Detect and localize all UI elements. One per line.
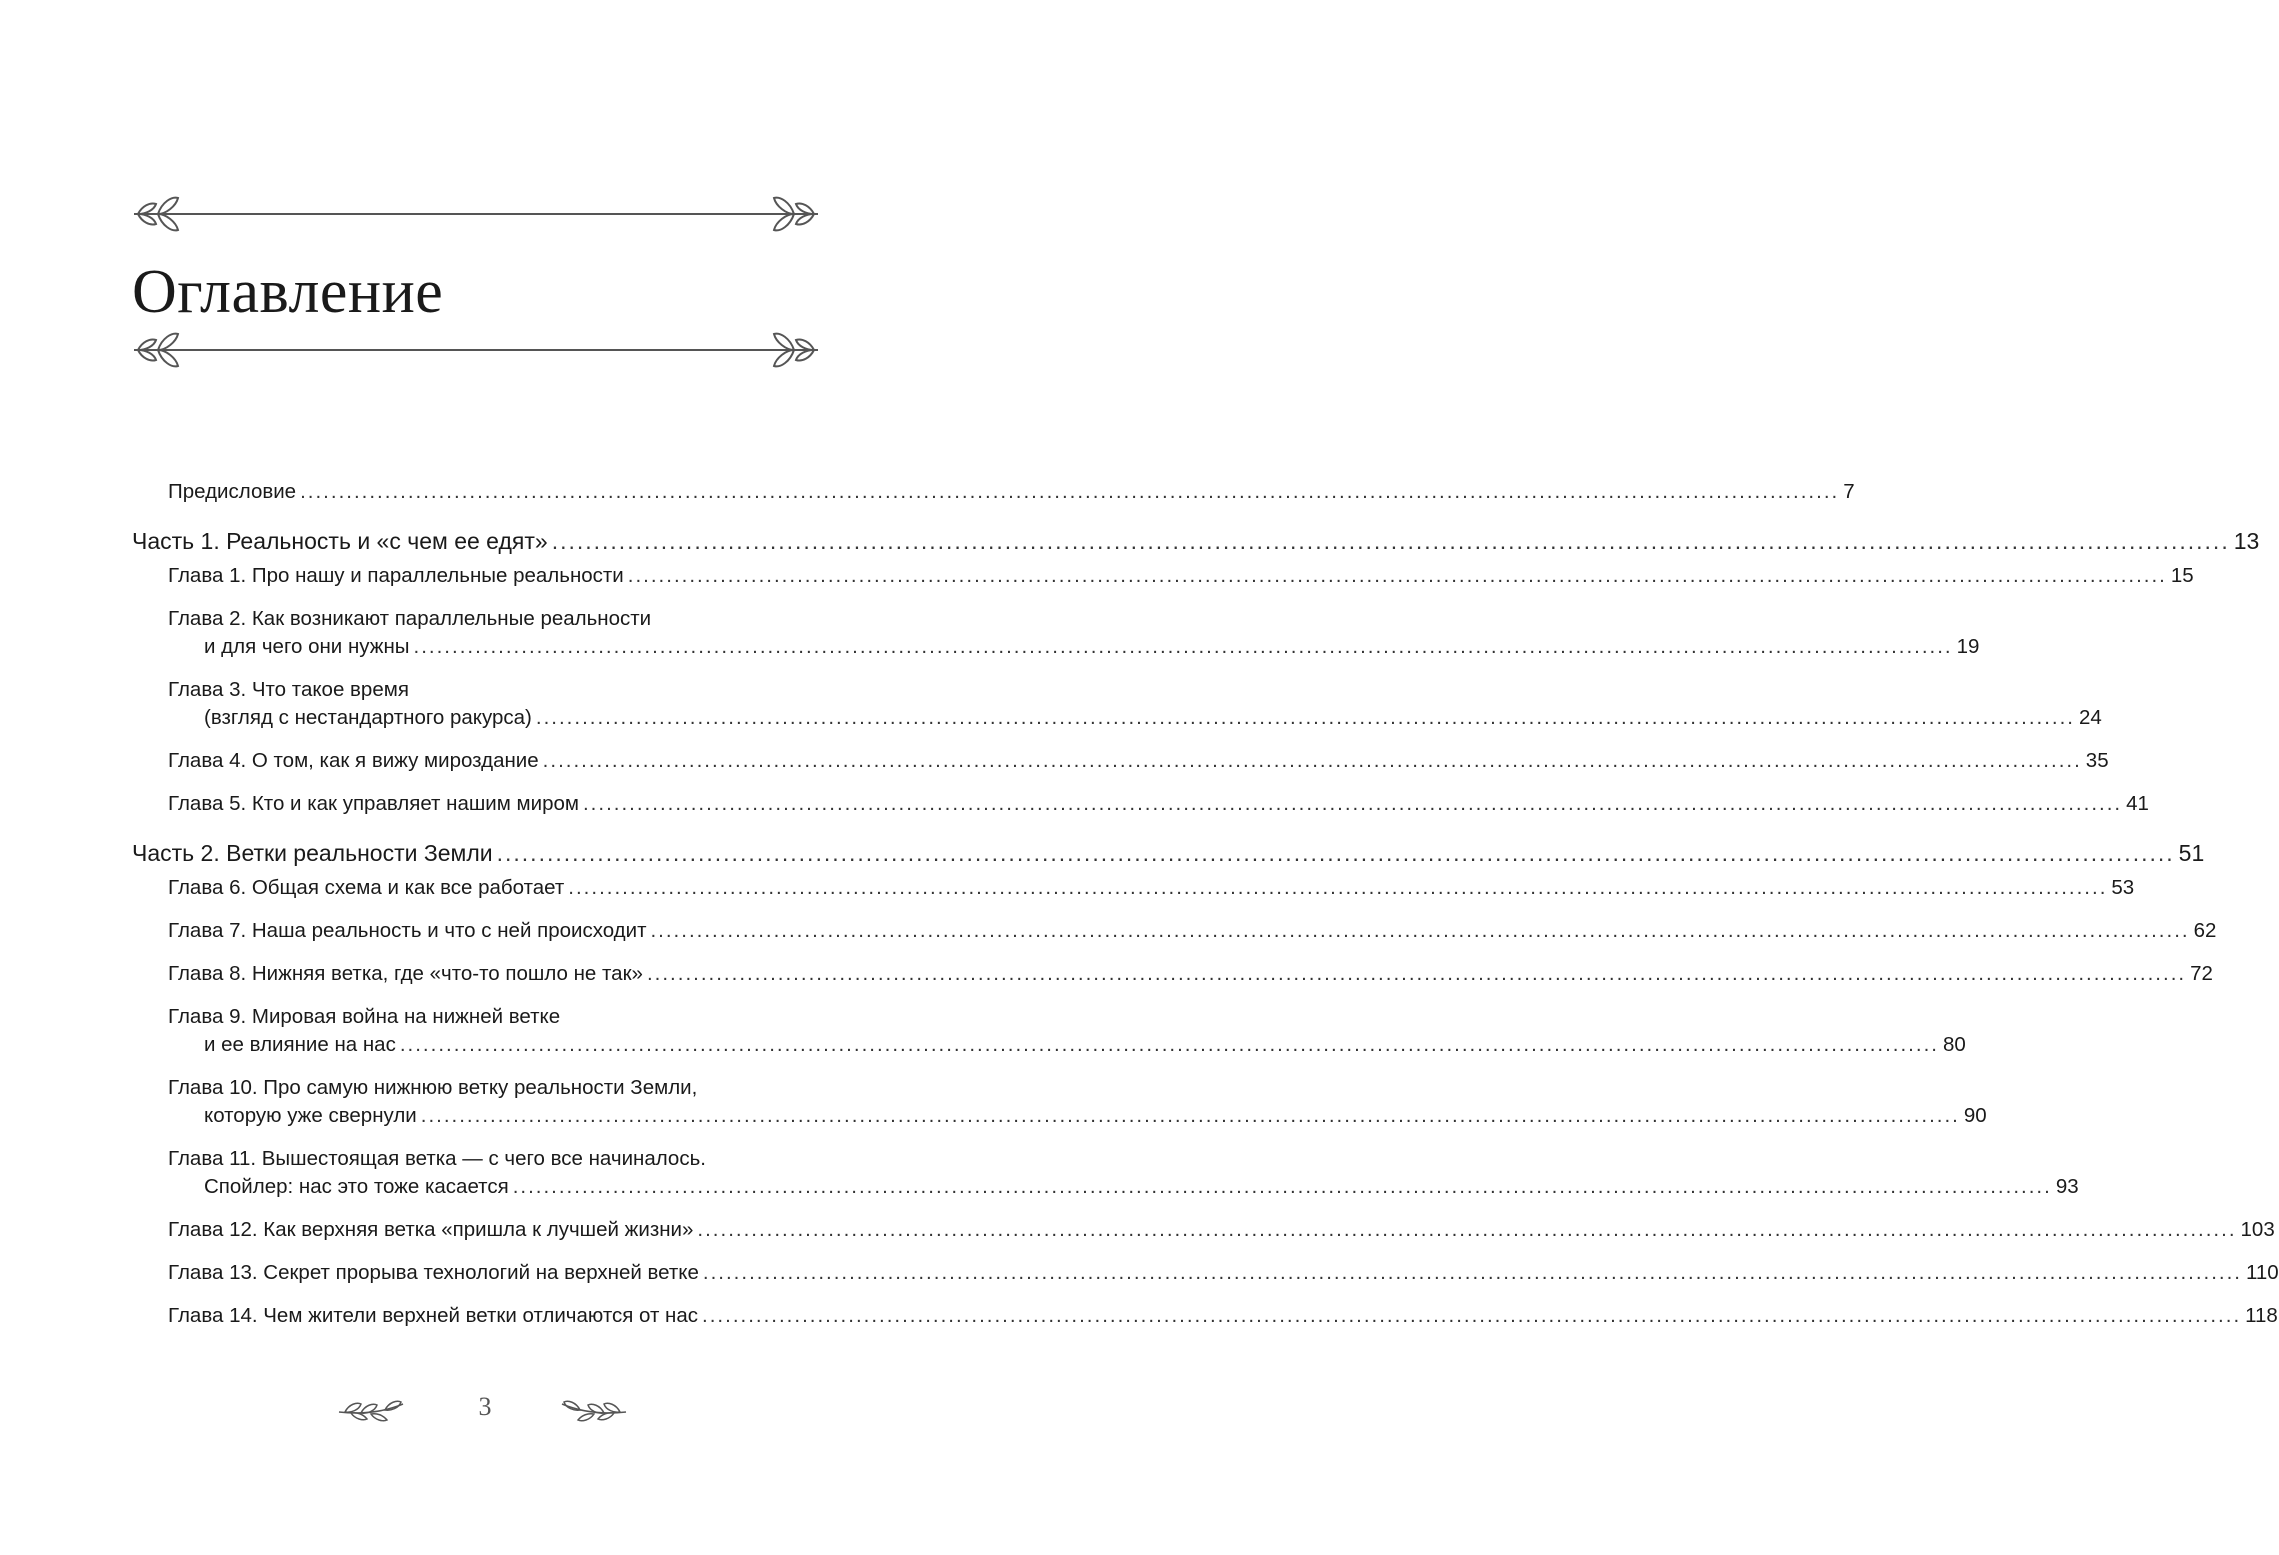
leader-dots: ........................................................................................................................................................................................................	[420, 1104, 1960, 1127]
page-number: 3	[478, 1392, 492, 1421]
leader-dots: ........................................................................................................................................................................................................	[627, 564, 2167, 587]
toc-part-1[interactable]	[132, 526, 2260, 556]
toc-chapter-8[interactable]	[132, 960, 2213, 988]
table-of-contents	[132, 478, 2279, 1345]
toc-part-page: 13	[2233, 528, 2260, 554]
top-divider-ornament	[132, 186, 820, 242]
toc-part-title: Часть 2. Ветки реальности Земли	[132, 840, 493, 866]
leader-dots: ........................................................................................................................................................................................................	[496, 840, 2175, 866]
leader-dots: ........................................................................................................................................................................................................	[646, 962, 2187, 985]
toc-chapter-9[interactable]	[132, 1003, 1966, 1059]
toc-chapter-12[interactable]	[132, 1216, 2275, 1244]
toc-chapter-11[interactable]	[132, 1145, 2079, 1201]
toc-chapter-title: Глава 4. О том, как я вижу мироздание	[168, 749, 539, 772]
toc-chapter-14[interactable]	[132, 1302, 2278, 1330]
toc-chapter-title-continued: и для чего они нужны	[204, 635, 410, 658]
toc-chapter-page: 90	[1963, 1104, 1987, 1127]
toc-chapter-13[interactable]	[132, 1259, 2279, 1287]
leader-dots: ........................................................................................................................................................................................................	[582, 792, 2123, 815]
toc-chapter-title: Глава 5. Кто и как управляет нашим миром	[168, 792, 579, 815]
toc-chapter-page: 35	[2085, 749, 2109, 772]
toc-chapter-page: 72	[2190, 962, 2213, 985]
toc-chapter-title-continued: Спойлер: нас это тоже касается	[204, 1175, 509, 1198]
toc-chapter-page: 24	[2079, 706, 2102, 729]
toc-chapter-page: 93	[2055, 1175, 2079, 1198]
toc-chapter-title-continued: (взгляд с нестандартного ракурса)	[204, 706, 532, 729]
leader-dots: ........................................................................................................................................................................................................	[650, 919, 2190, 942]
toc-chapter-page: 41	[2126, 792, 2149, 815]
leaf-sprig-icon	[335, 1394, 407, 1431]
toc-entry-title: Предисловие	[168, 480, 297, 503]
leader-dots: ........................................................................................................................................................................................................	[542, 749, 2082, 772]
toc-chapter-page: 103	[2240, 1218, 2275, 1241]
toc-chapter-title: Глава 3. Что такое время	[168, 678, 409, 701]
toc-entry-page: 7	[1843, 480, 1855, 503]
toc-entry-preface[interactable]	[132, 478, 1855, 506]
toc-chapter-7[interactable]	[132, 917, 2217, 945]
toc-chapter-4[interactable]	[132, 747, 2109, 775]
toc-part-2[interactable]	[132, 838, 2205, 868]
page-footer	[0, 1390, 1000, 1430]
toc-chapter-title: Глава 2. Как возникают параллельные реальности	[168, 607, 652, 630]
toc-chapter-5[interactable]	[132, 790, 2149, 818]
bottom-divider-ornament	[132, 322, 820, 378]
toc-chapter-page: 15	[2170, 564, 2194, 587]
leader-dots: ........................................................................................................................................................................................................	[300, 480, 1840, 503]
toc-chapter-title: Глава 13. Секрет прорыва технологий на верхней ветке	[168, 1261, 699, 1284]
toc-chapter-page: 118	[2245, 1304, 2278, 1327]
toc-chapter-title: Глава 12. Как верхняя ветка «пришла к лучшей жизни»	[168, 1218, 694, 1241]
leader-dots: ........................................................................................................................................................................................................	[512, 1175, 2052, 1198]
leader-dots: ........................................................................................................................................................................................................	[568, 876, 2108, 899]
toc-chapter-title: Глава 10. Про самую нижнюю ветку реальности Земли,	[168, 1076, 698, 1099]
toc-part-page: 51	[2178, 840, 2205, 866]
leader-dots: ........................................................................................................................................................................................................	[413, 635, 1953, 658]
toc-chapter-page: 19	[1956, 635, 1980, 658]
toc-chapter-title: Глава 14. Чем жители верхней ветки отличаются от нас	[168, 1304, 699, 1327]
leaf-sprig-icon	[558, 1394, 630, 1431]
toc-chapter-title: Глава 7. Наша реальность и что с ней происходит	[168, 919, 647, 942]
leader-dots: ........................................................................................................................................................................................................	[399, 1033, 1939, 1056]
toc-chapter-6[interactable]	[132, 874, 2135, 902]
toc-chapter-title: Глава 11. Вышестоящая ветка — с чего все начиналось.	[168, 1147, 706, 1170]
toc-chapter-title-continued: и ее влияние на нас	[204, 1033, 396, 1056]
page-title: Оглавление	[132, 258, 444, 326]
toc-part-title: Часть 1. Реальность и «с чем ее едят»	[132, 528, 548, 554]
toc-chapter-page: 53	[2111, 876, 2135, 899]
toc-chapter-title: Глава 6. Общая схема и как все работает	[168, 876, 565, 899]
toc-chapter-title: Глава 8. Нижняя ветка, где «что-то пошло не так»	[168, 962, 643, 985]
leader-dots: ........................................................................................................................................................................................................	[702, 1261, 2243, 1284]
toc-chapter-1[interactable]	[132, 562, 2194, 590]
leader-dots: ........................................................................................................................................................................................................	[702, 1304, 2242, 1327]
toc-chapter-title: Глава 9. Мировая война на нижней ветке	[168, 1005, 561, 1028]
leader-dots: ........................................................................................................................................................................................................	[697, 1218, 2237, 1241]
toc-chapter-2[interactable]	[132, 605, 1980, 661]
leader-dots: ........................................................................................................................................................................................................	[535, 706, 2076, 729]
toc-chapter-page: 80	[1942, 1033, 1966, 1056]
toc-chapter-title-continued: которую уже свернули	[204, 1104, 417, 1127]
toc-chapter-page: 110	[2246, 1261, 2279, 1284]
toc-chapter-page: 62	[2193, 919, 2217, 942]
toc-chapter-title: Глава 1. Про нашу и параллельные реальности	[168, 564, 624, 587]
toc-chapter-10[interactable]	[132, 1074, 1987, 1130]
toc-chapter-3[interactable]	[132, 676, 2102, 732]
leader-dots: ........................................................................................................................................................................................................	[551, 528, 2230, 554]
